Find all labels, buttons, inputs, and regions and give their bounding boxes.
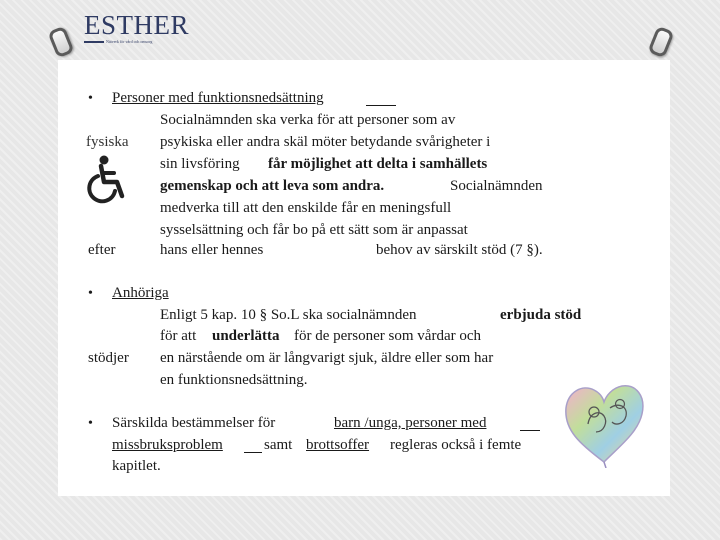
s2-line-2b: underlätta xyxy=(212,328,280,344)
s1-line-5: medverka till att den enskilde får en meningsfull xyxy=(160,200,452,216)
s3-text-c: regleras också i femte xyxy=(390,437,522,453)
s1-line-6: sysselsättning och får bo på ett sätt som är anpassat xyxy=(160,222,468,238)
s3-text-d: kapitlet. xyxy=(112,458,161,474)
link-underline-extension xyxy=(520,413,540,431)
bullet-1: • xyxy=(88,91,93,106)
s2-line-4: en funktionsnedsättning. xyxy=(160,372,308,388)
bullet-2: • xyxy=(88,286,93,301)
s1-line-3b: får möjlighet att delta i samhällets xyxy=(268,156,488,172)
logo-bar xyxy=(84,41,104,43)
link-missbruksproblem[interactable]: missbruksproblem xyxy=(112,437,223,453)
s1-line-4a: gemenskap och att leva som andra. xyxy=(160,178,385,194)
s1-line-3a: sin livsföring xyxy=(160,156,240,172)
s1-line-2: psykiska eller andra skäl möter betydande svårigheter i xyxy=(160,134,491,150)
side-label-fysiska: fysiska xyxy=(86,134,129,150)
bullet-3: • xyxy=(88,416,93,431)
logo-subtitle: Nätverk för vård och omsorg xyxy=(106,39,153,44)
s1-line-1: Socialnämnden ska verka för att personer som av xyxy=(160,112,456,128)
heading-anhoriga: Anhöriga xyxy=(112,285,169,301)
s3-text-b: samt xyxy=(264,437,293,453)
esther-logo xyxy=(84,10,204,46)
link-underline-gap xyxy=(244,435,262,453)
s2-line-3: en närstående om är långvarigt sjuk, äldre eller som har xyxy=(160,350,494,366)
s1-line-7a: hans eller hennes xyxy=(160,242,264,258)
s2-line-2c: för de personer som vårdar och xyxy=(294,328,482,344)
s1-line-4b: Socialnämnden xyxy=(450,178,543,194)
s2-line-1b: erbjuda stöd xyxy=(500,307,582,323)
s2-line-2a: för att xyxy=(160,328,197,344)
link-brottsoffer[interactable]: brottsoffer xyxy=(306,437,370,453)
s2-line-1a: Enligt 5 kap. 10 § So.L ska socialnämnden xyxy=(160,307,417,323)
side-label-efter: efter xyxy=(88,242,116,258)
logo-title: ESTHER xyxy=(84,10,190,40)
s1-line-7b: behov av särskilt stöd (7 §). xyxy=(376,242,543,258)
link-barn-unga[interactable]: barn /unga, personer med xyxy=(334,415,487,431)
s3-text-a: Särskilda bestämmelser för xyxy=(112,415,276,431)
side-label-stodjer: stödjer xyxy=(88,350,129,366)
wheelchair-icon xyxy=(84,154,128,204)
heading-funktionsnedsattning: Personer med funktionsnedsättning xyxy=(112,90,324,106)
heart-illustration xyxy=(560,378,648,468)
heading-underline-extension xyxy=(366,88,396,106)
